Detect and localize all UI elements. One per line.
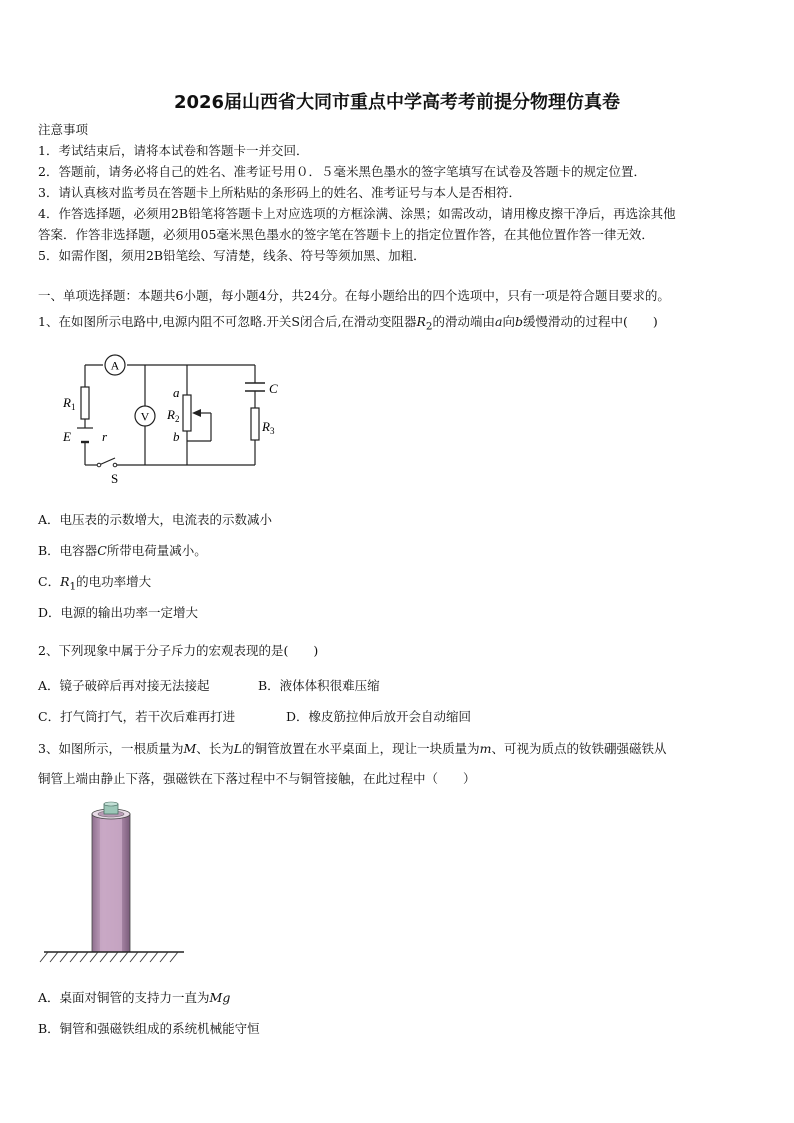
resistor-r1 bbox=[81, 387, 89, 419]
capacitor-label: C bbox=[269, 381, 278, 396]
q1-option-d[interactable]: D．电源的输出功率一定增大 bbox=[38, 605, 199, 620]
section-heading: 一、单项选择题：本题共6小题，每小题4分，共24分。在每小题给出的四个选项中，只有一项是符合题目要求的。 bbox=[38, 288, 670, 303]
q2-option-b[interactable]: B．液体体积很难压缩 bbox=[258, 678, 380, 693]
q2-option-c[interactable]: C．打气筒打气，若干次后难再打进 bbox=[38, 709, 236, 724]
question-3-stem-line2: 铜管上端由静止下落，强磁铁在下落过程中不与铜管接触，在此过程中（ ） bbox=[38, 771, 476, 786]
circuit-diagram bbox=[55, 345, 278, 486]
notice-item: 5．如需作图，须用2B铅笔绘、写清楚，线条、符号等须加黑、加粗． bbox=[38, 248, 426, 263]
page-title: 2026届山西省大同市重点中学高考考前提分物理仿真卷 bbox=[173, 92, 621, 113]
question-2-stem: 2、下列现象中属于分子斥力的宏观表现的是( ) bbox=[38, 643, 319, 658]
emf-label: E bbox=[63, 429, 71, 444]
rheostat-r2 bbox=[183, 395, 191, 431]
notice-item: 4．作答选择题，必须用2B铅笔将答题卡上对应选项的方框涂满、涂黑；如需改动，请用橡皮擦干净后，再选涂其他 bbox=[38, 206, 676, 221]
q1-option-c[interactable]: C．$R_1$的电功率增大 bbox=[38, 574, 152, 593]
r3-label: $R_3$ bbox=[262, 419, 275, 436]
notice-heading: 注意事项 bbox=[38, 122, 89, 137]
q3-option-b[interactable]: B．铜管和强磁铁组成的系统机械能守恒 bbox=[38, 1021, 260, 1036]
q3-option-a[interactable]: A．桌面对铜管的支持力一直为Mg bbox=[38, 990, 231, 1005]
question-1-stem: 1、在如图所示电路中,电源内阻不可忽略.开关S闭合后,在滑动变阻器$R_2$的滑动端由a向b缓慢滑动的过程中( ) bbox=[38, 314, 658, 333]
notice-item: 1．考试结束后，请将本试卷和答题卡一并交回． bbox=[38, 143, 309, 158]
resistor-r3 bbox=[251, 408, 259, 440]
notice-item: 3．请认真核对监考员在答题卡上所粘贴的条形码上的姓名、准考证号与本人是否相符． bbox=[38, 185, 521, 200]
notice-item: 2．答题前，请务必将自己的姓名、准考证号用０．５毫米黑色墨水的签字笔填写在试卷及答题卡的规定位置． bbox=[38, 164, 646, 179]
copper-tube-diagram bbox=[40, 798, 190, 970]
internal-resistance-label: r bbox=[102, 429, 108, 444]
notice-item: 答案．作答非选择题，必须用05毫米黑色墨水的签字笔在答题卡上的指定位置作答，在其他位置作答一律无效． bbox=[38, 227, 654, 242]
q2-option-d[interactable]: D．橡皮筋拉伸后放开会自动缩回 bbox=[286, 709, 472, 724]
question-3-stem-line1: 3、如图所示，一根质量为M、长为L的铜管放置在水平桌面上，现让一块质量为m、可视为质点的钕铁硼强磁铁从 bbox=[38, 741, 667, 756]
voltmeter-label: V bbox=[140, 409, 150, 424]
terminal-a-label: a bbox=[173, 385, 180, 400]
q1-option-a[interactable]: A．电压表的示数增大，电流表的示数减小 bbox=[38, 512, 273, 527]
q1-option-b[interactable]: B．电容器C所带电荷量减小。 bbox=[38, 543, 207, 558]
r1-label: $R_1$ bbox=[63, 395, 76, 412]
ammeter-label: A bbox=[110, 358, 120, 373]
q2-option-a[interactable]: A．镜子破碎后再对接无法接起 bbox=[38, 678, 210, 693]
terminal-b-label: b bbox=[173, 429, 180, 444]
switch-label: S bbox=[111, 471, 119, 486]
r2-label: $R_2$ bbox=[167, 407, 180, 424]
